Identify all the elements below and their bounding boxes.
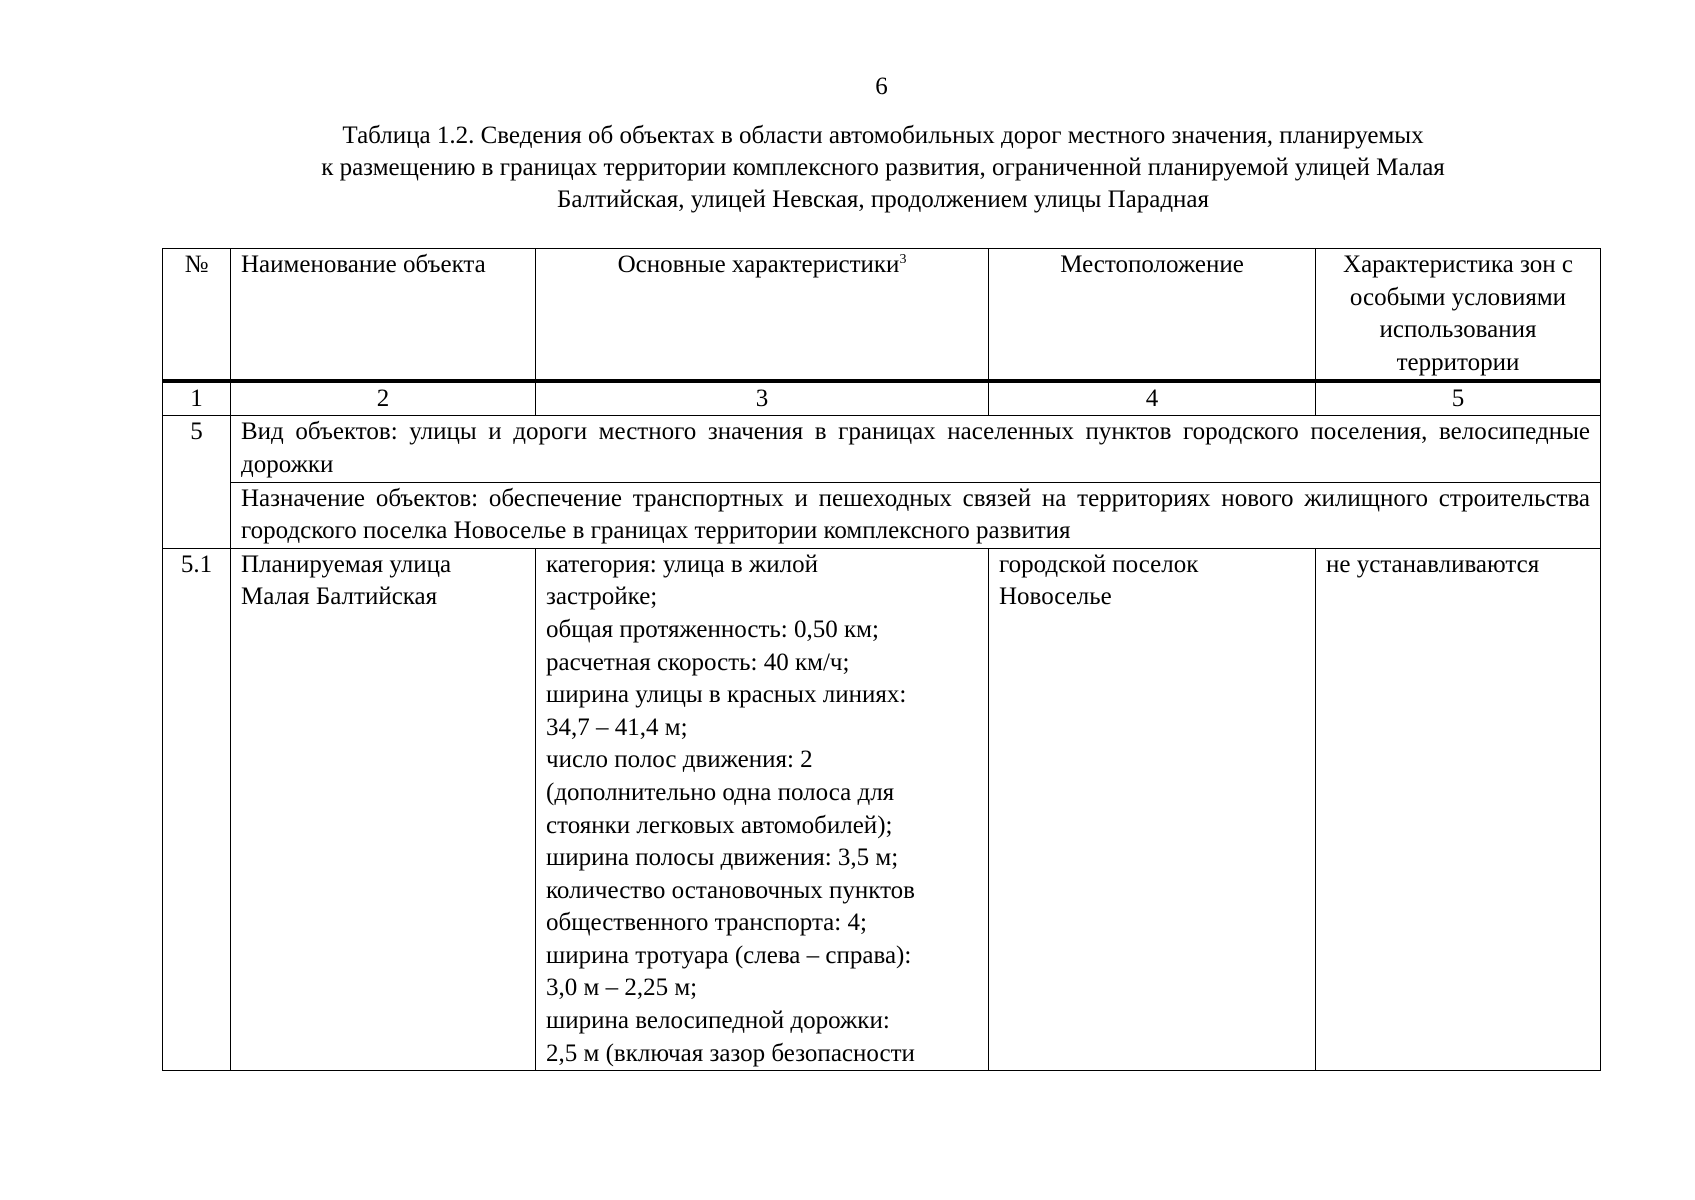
column-number: 5 (1316, 381, 1601, 416)
row-number: 5.1 (163, 548, 231, 1071)
header-name: Наименование объекта (231, 249, 536, 382)
characteristic-line: ширина тротуара (слева – справа): (546, 941, 912, 969)
characteristic-line: ширина полосы движения: 3,5 м; (546, 844, 899, 872)
column-number-row (163, 381, 1601, 416)
header-characteristics-text: Основные характеристики (617, 251, 900, 278)
characteristic-line: общая протяженность: 0,50 км; (546, 615, 879, 643)
characteristic-line: ширина велосипедной дорожки: (546, 1007, 890, 1035)
table-caption (200, 120, 1566, 216)
object-zones: не устанавливаются (1316, 548, 1601, 1071)
column-number: 3 (536, 381, 989, 416)
caption-line: Балтийская, улицей Невская, продолжением улицы Парадная (556, 186, 1210, 213)
object-location: городской поселок Новоселье (989, 548, 1316, 1071)
characteristic-line: количество остановочных пунктов (546, 876, 915, 904)
group-type: Вид объектов: улицы и дороги местного значения в границах населенных пунктов городского поселения, велосипедные дорожки (231, 416, 1601, 482)
objects-table (162, 248, 1601, 1071)
column-number: 2 (231, 381, 536, 416)
group-purpose-row (163, 482, 1601, 548)
table-row (163, 548, 1601, 1071)
object-characteristics (536, 548, 989, 1071)
column-number: 4 (989, 381, 1316, 416)
characteristic-line: застройке; (546, 583, 658, 611)
characteristic-line: 2,5 м (включая зазор безопасности (546, 1039, 915, 1067)
header-number: № (163, 249, 231, 382)
object-name: Планируемая улица Малая Балтийская (231, 548, 536, 1071)
characteristic-line: общественного транспорта: 4; (546, 909, 867, 937)
caption-line: Таблица 1.2. Сведения об объектах в области автомобильных дорог местного значения, планируемых (342, 122, 1424, 149)
characteristic-line: 34,7 – 41,4 м; (546, 713, 688, 741)
header-zones: Характеристика зон с особыми условиями использования территории (1316, 249, 1601, 382)
column-number: 1 (163, 381, 231, 416)
table-header-row (163, 249, 1601, 382)
page-number: 6 (875, 73, 888, 100)
caption-line: к размещению в границах территории комплексного развития, ограниченной планируемой улицей Малая (321, 154, 1445, 181)
characteristic-line: расчетная скорость: 40 км/ч; (546, 648, 850, 676)
group-number: 5 (163, 416, 231, 548)
group-purpose: Назначение объектов: обеспечение транспортных и пешеходных связей на территориях нового жилищного строительства городского поселка Новоселье в границах территории комплексного развития (231, 482, 1601, 548)
group-type-row (163, 416, 1601, 482)
characteristic-line: (дополнительно одна полоса для (546, 778, 895, 806)
characteristic-line: число полос движения: 2 (546, 746, 813, 774)
characteristic-line: 3,0 м – 2,25 м; (546, 974, 698, 1002)
header-characteristics (536, 249, 989, 382)
footnote-mark: 3 (899, 252, 907, 267)
header-location: Местоположение (989, 249, 1316, 382)
characteristic-line: категория: улица в жилой (546, 550, 818, 578)
characteristic-line: стоянки легковых автомобилей); (546, 811, 893, 839)
characteristic-line: ширина улицы в красных линиях: (546, 681, 907, 709)
